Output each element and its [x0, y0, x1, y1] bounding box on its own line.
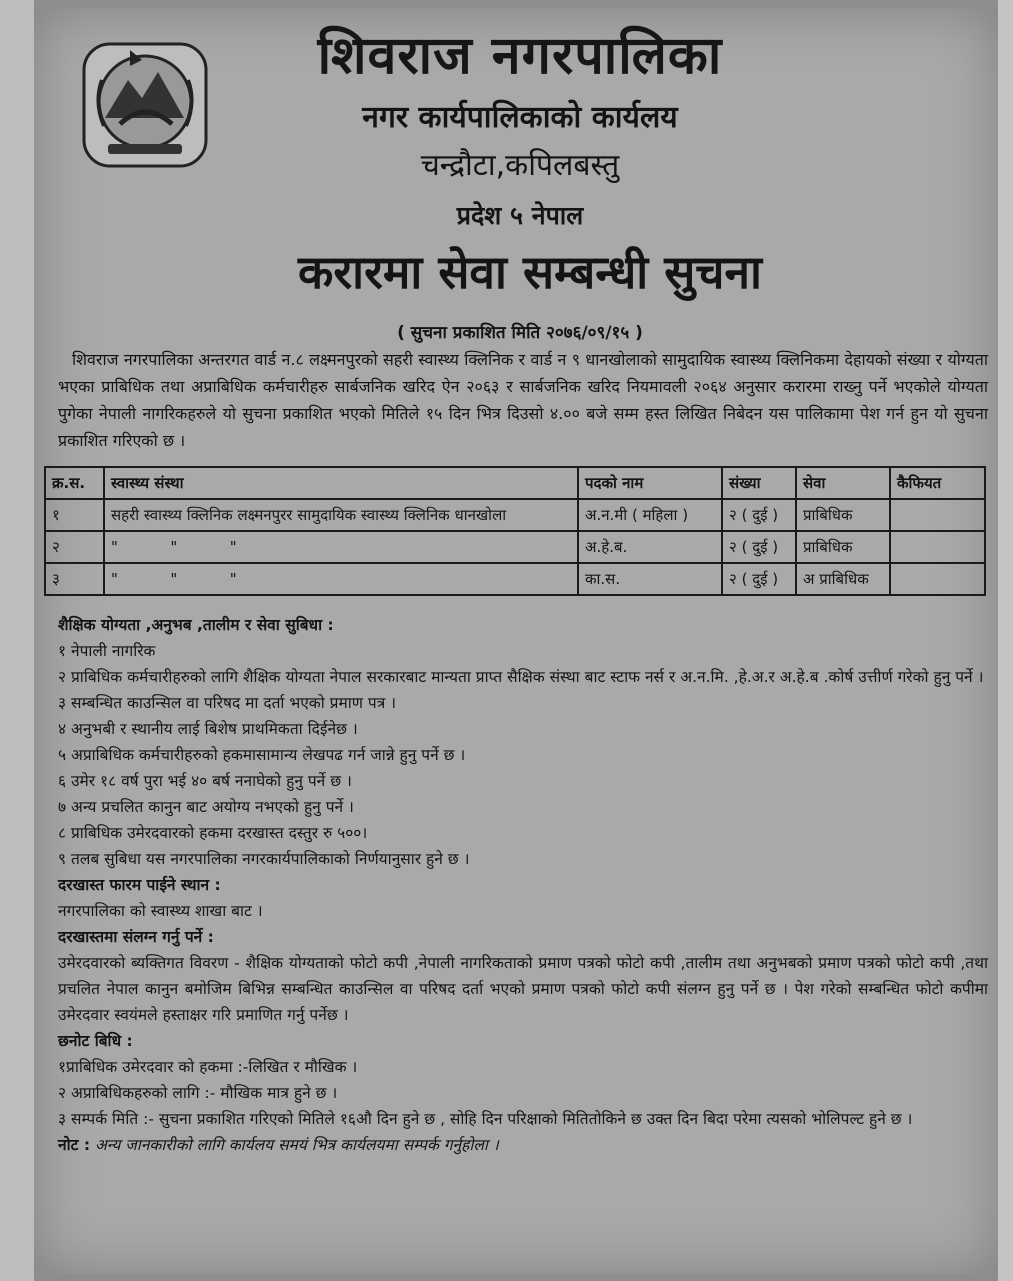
- header-count: संख्या: [722, 467, 796, 499]
- cell-service: प्राबिधिक: [796, 499, 890, 531]
- office-location: चन्द्रौटा,कपिलबस्तु: [420, 148, 620, 183]
- municipality-emblem-icon: [80, 40, 210, 170]
- list-item: ६ उमेर १८ वर्ष पुरा भई ४० बर्ष ननाघेको हुनु पर्ने छ ।: [58, 772, 352, 790]
- cell-post: अ.न.मी ( महिला ): [578, 499, 722, 531]
- published-date: ( सुचना प्रकाशित मिति २०७६/०९/१५ ): [397, 323, 643, 343]
- list-item: २ प्राबिधिक कर्मचारीहरुको लागि शैक्षिक योग्यता नेपाल सरकारबाट मान्यता प्राप्त सैक्षिक संस्था बाट स्टाफ नर्स र अ.न.मि. ,हे.अ.र अ.हे.ब .कोर्ष उत्तीर्ण गरेको हुनु पर्ने ।: [58, 668, 984, 686]
- cell-remarks: [890, 563, 985, 595]
- cell-serial: २: [45, 531, 104, 563]
- form-place-heading: दरखास्त फारम पाईने स्थान :: [58, 876, 221, 894]
- office-name: नगर कार्यपालिकाको कार्यलय: [362, 100, 678, 135]
- table-row: [45, 563, 985, 595]
- cell-institution: सहरी स्वास्थ्य क्लिनिक लक्ष्मनपुरर सामुदायिक स्वास्थ्य क्लिनिक धानखोला: [104, 499, 578, 531]
- form-place-text: नगरपालिका को स्वास्थ्य शाखा बाट ।: [58, 902, 263, 920]
- list-item: ३ सम्बन्धित काउन्सिल वा परिषद मा दर्ता भएको प्रमाण पत्र ।: [58, 694, 397, 712]
- cell-service: प्राबिधिक: [796, 531, 890, 563]
- cell-serial: ३: [45, 563, 104, 595]
- cell-post: अ.हे.ब.: [578, 531, 722, 563]
- notice-title: करारमा सेवा सम्बन्धी सुचना: [298, 245, 762, 299]
- footer-note: [58, 1132, 988, 1158]
- header-post: पदको नाम: [578, 467, 722, 499]
- vacancy-table: [44, 466, 986, 596]
- cell-service: अ प्राबिधिक: [796, 563, 890, 595]
- selection-heading: छनोट बिधि :: [58, 1032, 133, 1050]
- list-item: ५ अप्राबिधिक कर्मचारीहरुको हकमासामान्य लेखपढ गर्न जान्ने हुनु पर्ने छ ।: [58, 746, 466, 764]
- list-item: ४ अनुभबी र स्थानीय लाई बिशेष प्राथमिकता दिईनेछ ।: [58, 720, 358, 738]
- cell-serial: १: [45, 499, 104, 531]
- intro-paragraph: शिवराज नगरपालिका अन्तरगत वार्ड न.८ लक्ष्मनपुरको सहरी स्वास्थ्य क्लिनिक र वार्ड न ९ धानखोलाको सामुदायिक स्वास्थ्य क्लिनिकमा देहायको संख्या र योग्यता भएका प्राबिधिक तथा अप्राबिधिक कर्मचारीहरु सार्बजनिक खरिद ऐन २०६३ र सार्बजनिक खरिद नियमावली २०६४ अनुसार करारमा राख्नु पर्ने भएकोले योग्यता पुगेका नेपाली नागरिकहरुले यो सुचना प्रकाशित भएको मितिले १५ दिन भित्र दिउसो ४.०० बजे सम्म हस्त लिखित निबेदन यस पालिकामा पेश गर्न हुन यो सुचना प्रकाशित गरिएको छ ।: [58, 350, 988, 450]
- municipality-name: शिवराज नगरपालिका: [317, 26, 723, 86]
- qualifications-section: [58, 612, 988, 1158]
- header-service: सेवा: [796, 467, 890, 499]
- list-item: १प्राबिधिक उमेरदवार को हकमा :-लिखित र मौखिक ।: [58, 1058, 358, 1076]
- cell-remarks: [890, 531, 985, 563]
- list-item: २ अप्राबिधिकहरुको लागि :- मौखिक मात्र हुने छ ।: [58, 1084, 338, 1102]
- cell-count: २ ( दुई ): [722, 499, 796, 531]
- table-header-row: [45, 467, 985, 499]
- list-item: ७ अन्य प्रचलित कानुन बाट अयोग्य नभएको हुनु पर्ने ।: [58, 798, 354, 816]
- attachments-heading: दरखास्तमा संलग्न गर्नु पर्ने :: [58, 928, 214, 946]
- scan-right-margin: [998, 0, 1013, 1281]
- note-label: नोट :: [58, 1136, 91, 1154]
- cell-count: २ ( दुई ): [722, 531, 796, 563]
- attachments-text: उमेरदवारको ब्यक्तिगत विवरण - शैक्षिक योग्यताको फोटो कपी ,नेपाली नागरिकताको प्रमाण पत्रको फोटो कपी ,तालीम तथा अनुभबको प्रमाण पत्रको फोटो कपी ,तथा प्रचलित नेपाल कानुन बमोजिम बिभिन्न सम्बन्धित काउन्सिल वा परिषद दर्ता भएको प्रमाण पत्रको फोटो कपी संलग्न हुनु पर्ने छ । पेश गरेको सम्बन्धित फोटो कपीमा उमेरदवार स्वयंमले हस्ताक्षर गरि प्रमाणित गर्नु पर्नेछ ।: [58, 954, 988, 1024]
- table-row: [45, 531, 985, 563]
- header-institution: स्वास्थ्य संस्था: [104, 467, 578, 499]
- qualifications-heading: शैक्षिक योग्यता ,अनुभब ,तालीम र सेवा सुबिधा :: [58, 616, 334, 634]
- list-item: ८ प्राबिधिक उमेरदवारको हकमा दरखास्त दस्तुर रु ५००।: [58, 824, 368, 842]
- header-remarks: कैफियत: [890, 467, 985, 499]
- cell-remarks: [890, 499, 985, 531]
- list-item: ३ सम्पर्क मिति :- सुचना प्रकाशित गरिएको मितिले १६औ दिन हुने छ , सोहि दिन परिक्षाको मितितोकिने छ उक्त दिन बिदा परेमा त्यसको भोलिपल्ट हुने छ ।: [58, 1110, 913, 1128]
- cell-count: २ ( दुई ): [722, 563, 796, 595]
- table-row: [45, 499, 985, 531]
- cell-post: का.स.: [578, 563, 722, 595]
- cell-institution: " " ": [104, 563, 578, 595]
- list-item: ९ तलब सुबिधा यस नगरपालिका नगरकार्यपालिकाको निर्णयानुसार हुने छ ।: [58, 850, 470, 868]
- scan-left-margin: [0, 0, 34, 1281]
- note-text: अन्य जानकारीको लागि कार्यलय समयं भित्र कार्यलयमा सम्पर्क गर्नुहोला ।: [94, 1136, 499, 1154]
- header-serial: क्र.स.: [45, 467, 104, 499]
- province-name: प्रदेश ५ नेपाल: [456, 201, 584, 230]
- cell-institution: " " ": [104, 531, 578, 563]
- list-item: १ नेपाली नागरिक: [58, 642, 156, 660]
